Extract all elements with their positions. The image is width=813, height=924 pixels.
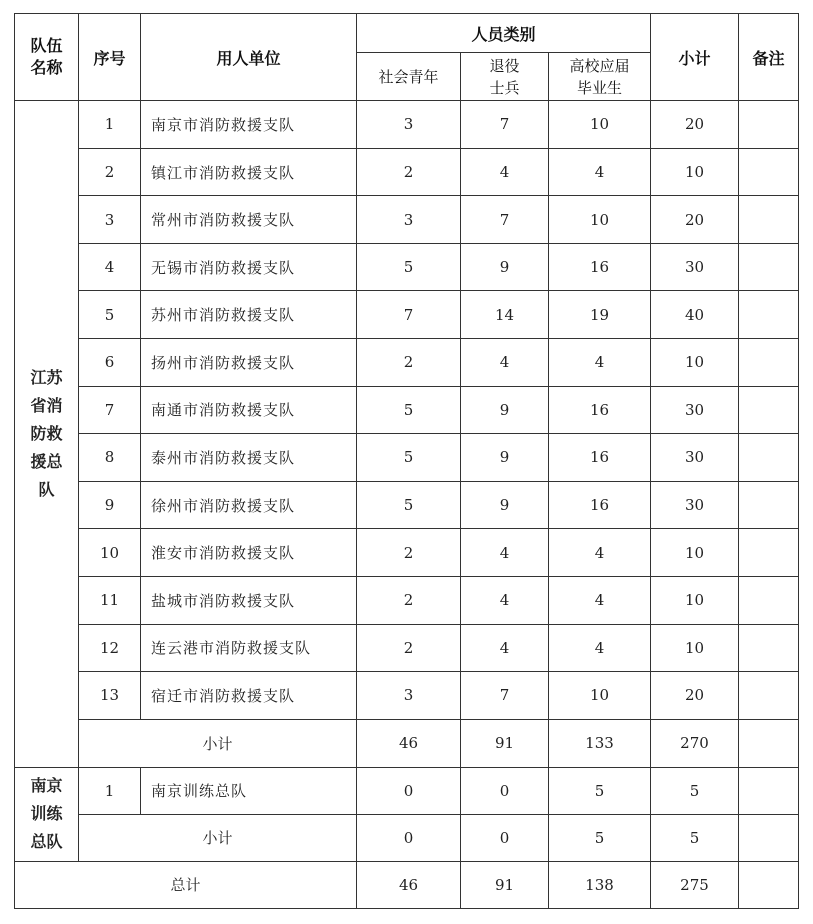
table-row xyxy=(15,672,799,720)
total-sum: 275 xyxy=(651,861,739,908)
team-name-cell xyxy=(15,767,79,861)
subtotal-label: 小计 xyxy=(79,814,357,861)
social-youth-cell: 5 xyxy=(357,481,461,529)
subtotal-cell: 30 xyxy=(651,243,739,291)
unit-cell: 徐州市消防救援支队 xyxy=(141,481,357,529)
table-row xyxy=(15,767,799,814)
social-youth-cell: 3 xyxy=(357,672,461,720)
note-cell xyxy=(739,291,799,339)
subtotal-cell: 10 xyxy=(651,576,739,624)
team-name-line: 总队 xyxy=(30,832,63,852)
category-veterans: 退役 士兵 xyxy=(461,53,549,101)
subtotal-row xyxy=(15,719,799,767)
unit-cell: 南通市消防救援支队 xyxy=(141,386,357,434)
subtotal-cell: 10 xyxy=(651,148,739,196)
table-row xyxy=(15,624,799,672)
subtotal-cell: 20 xyxy=(651,101,739,149)
note-cell xyxy=(739,434,799,482)
table-row xyxy=(15,148,799,196)
subtotal-note xyxy=(739,719,799,767)
seq-cell: 9 xyxy=(79,481,141,529)
total-c1: 46 xyxy=(357,861,461,908)
graduates-cell: 4 xyxy=(549,339,651,387)
team-name-line: 防救 xyxy=(30,423,63,443)
table-row xyxy=(15,434,799,482)
social-youth-cell: 2 xyxy=(357,576,461,624)
veterans-cell: 9 xyxy=(461,434,549,482)
subtotal-sum: 270 xyxy=(651,719,739,767)
category-graduates: 高校应届 毕业生 xyxy=(549,53,651,101)
header-row-1 xyxy=(15,14,799,53)
note-cell xyxy=(739,386,799,434)
subtotal-cell: 30 xyxy=(651,434,739,482)
veterans-cell: 7 xyxy=(461,101,549,149)
subtotal-cell: 30 xyxy=(651,481,739,529)
subtotal-cell: 20 xyxy=(651,672,739,720)
seq-cell: 1 xyxy=(79,101,141,149)
social-youth-cell: 5 xyxy=(357,434,461,482)
veterans-cell: 4 xyxy=(461,529,549,577)
subtotal-cell: 10 xyxy=(651,339,739,387)
subtotal-label: 小计 xyxy=(79,719,357,767)
note-cell xyxy=(739,196,799,244)
subtotal-cell: 30 xyxy=(651,386,739,434)
note-cell xyxy=(739,243,799,291)
note-cell xyxy=(739,148,799,196)
table-row xyxy=(15,481,799,529)
social-youth-cell: 3 xyxy=(357,101,461,149)
subtotal-sum: 5 xyxy=(651,814,739,861)
subtotal-row xyxy=(15,814,799,861)
graduates-cell: 16 xyxy=(549,481,651,529)
social-youth-cell: 0 xyxy=(357,767,461,814)
team-name-line: 南京 xyxy=(30,776,63,796)
veterans-cell: 7 xyxy=(461,196,549,244)
seq-cell: 3 xyxy=(79,196,141,244)
seq-cell: 4 xyxy=(79,243,141,291)
subtotal-cell: 20 xyxy=(651,196,739,244)
unit-cell: 淮安市消防救援支队 xyxy=(141,529,357,577)
team-name-line: 省消 xyxy=(30,395,63,415)
table-row xyxy=(15,339,799,387)
team-name-line: 江苏 xyxy=(30,367,63,387)
table-row xyxy=(15,529,799,577)
total-c3: 138 xyxy=(549,861,651,908)
social-youth-cell: 3 xyxy=(357,196,461,244)
seq-cell: 2 xyxy=(79,148,141,196)
table-row xyxy=(15,101,799,149)
veterans-cell: 4 xyxy=(461,148,549,196)
unit-header: 用人单位 xyxy=(141,14,357,101)
seq-cell: 11 xyxy=(79,576,141,624)
graduates-cell: 16 xyxy=(549,243,651,291)
unit-cell: 泰州市消防救援支队 xyxy=(141,434,357,482)
unit-cell: 连云港市消防救援支队 xyxy=(141,624,357,672)
unit-cell: 常州市消防救援支队 xyxy=(141,196,357,244)
note-cell xyxy=(739,339,799,387)
veterans-cell: 7 xyxy=(461,672,549,720)
table-row xyxy=(15,576,799,624)
subtotal-cell: 10 xyxy=(651,624,739,672)
social-youth-cell: 5 xyxy=(357,386,461,434)
table-row xyxy=(15,386,799,434)
unit-cell: 宿迁市消防救援支队 xyxy=(141,672,357,720)
unit-cell: 镇江市消防救援支队 xyxy=(141,148,357,196)
subtotal-c2: 0 xyxy=(461,814,549,861)
veterans-cell: 4 xyxy=(461,339,549,387)
note-header: 备注 xyxy=(739,14,799,101)
total-row xyxy=(15,861,799,908)
veterans-cell: 14 xyxy=(461,291,549,339)
social-youth-cell: 2 xyxy=(357,339,461,387)
recruitment-table xyxy=(14,13,799,909)
unit-cell: 扬州市消防救援支队 xyxy=(141,339,357,387)
unit-cell: 南京市消防救援支队 xyxy=(141,101,357,149)
subtotal-c1: 0 xyxy=(357,814,461,861)
graduates-cell: 10 xyxy=(549,196,651,244)
seq-cell: 12 xyxy=(79,624,141,672)
note-cell xyxy=(739,672,799,720)
veterans-cell: 0 xyxy=(461,767,549,814)
total-note xyxy=(739,861,799,908)
note-cell xyxy=(739,529,799,577)
unit-cell: 南京训练总队 xyxy=(141,767,357,814)
note-cell xyxy=(739,767,799,814)
graduates-cell: 4 xyxy=(549,624,651,672)
social-youth-cell: 5 xyxy=(357,243,461,291)
subtotal-cell: 10 xyxy=(651,529,739,577)
veterans-cell: 9 xyxy=(461,243,549,291)
unit-cell: 苏州市消防救援支队 xyxy=(141,291,357,339)
table-row xyxy=(15,243,799,291)
team-name-line: 队 xyxy=(38,479,55,499)
subtotal-c3: 5 xyxy=(549,814,651,861)
seq-cell: 10 xyxy=(79,529,141,577)
team-name-line: 训练 xyxy=(30,804,63,824)
graduates-cell: 4 xyxy=(549,529,651,577)
seq-cell: 13 xyxy=(79,672,141,720)
veterans-cell: 9 xyxy=(461,481,549,529)
unit-cell: 盐城市消防救援支队 xyxy=(141,576,357,624)
note-cell xyxy=(739,576,799,624)
group-jiangsu xyxy=(15,101,799,768)
seq-cell: 5 xyxy=(79,291,141,339)
team-name-line: 援总 xyxy=(30,451,63,471)
note-cell xyxy=(739,101,799,149)
social-youth-cell: 2 xyxy=(357,148,461,196)
table-row xyxy=(15,196,799,244)
category-social-youth: 社会青年 xyxy=(357,53,461,101)
seq-header: 序号 xyxy=(79,14,141,101)
subtotal-cell: 40 xyxy=(651,291,739,339)
seq-cell: 6 xyxy=(79,339,141,387)
graduates-cell: 4 xyxy=(549,148,651,196)
seq-cell: 7 xyxy=(79,386,141,434)
note-cell xyxy=(739,624,799,672)
subtotal-header: 小计 xyxy=(651,14,739,101)
team-name-header: 队伍 名称 xyxy=(15,14,79,101)
subtotal-c3: 133 xyxy=(549,719,651,767)
graduates-cell: 10 xyxy=(549,101,651,149)
group-nanjing-training xyxy=(15,767,799,861)
subtotal-c1: 46 xyxy=(357,719,461,767)
team-name-cell xyxy=(15,101,79,768)
social-youth-cell: 7 xyxy=(357,291,461,339)
subtotal-c2: 91 xyxy=(461,719,549,767)
seq-cell: 1 xyxy=(79,767,141,814)
total-c2: 91 xyxy=(461,861,549,908)
subtotal-note xyxy=(739,814,799,861)
veterans-cell: 9 xyxy=(461,386,549,434)
note-cell xyxy=(739,481,799,529)
veterans-cell: 4 xyxy=(461,624,549,672)
subtotal-cell: 5 xyxy=(651,767,739,814)
graduates-cell: 16 xyxy=(549,386,651,434)
unit-cell: 无锡市消防救援支队 xyxy=(141,243,357,291)
graduates-cell: 10 xyxy=(549,672,651,720)
table-row xyxy=(15,291,799,339)
social-youth-cell: 2 xyxy=(357,529,461,577)
graduates-cell: 16 xyxy=(549,434,651,482)
category-header: 人员类别 xyxy=(357,14,651,53)
total-label: 总计 xyxy=(15,861,357,908)
graduates-cell: 4 xyxy=(549,576,651,624)
veterans-cell: 4 xyxy=(461,576,549,624)
social-youth-cell: 2 xyxy=(357,624,461,672)
graduates-cell: 19 xyxy=(549,291,651,339)
graduates-cell: 5 xyxy=(549,767,651,814)
seq-cell: 8 xyxy=(79,434,141,482)
